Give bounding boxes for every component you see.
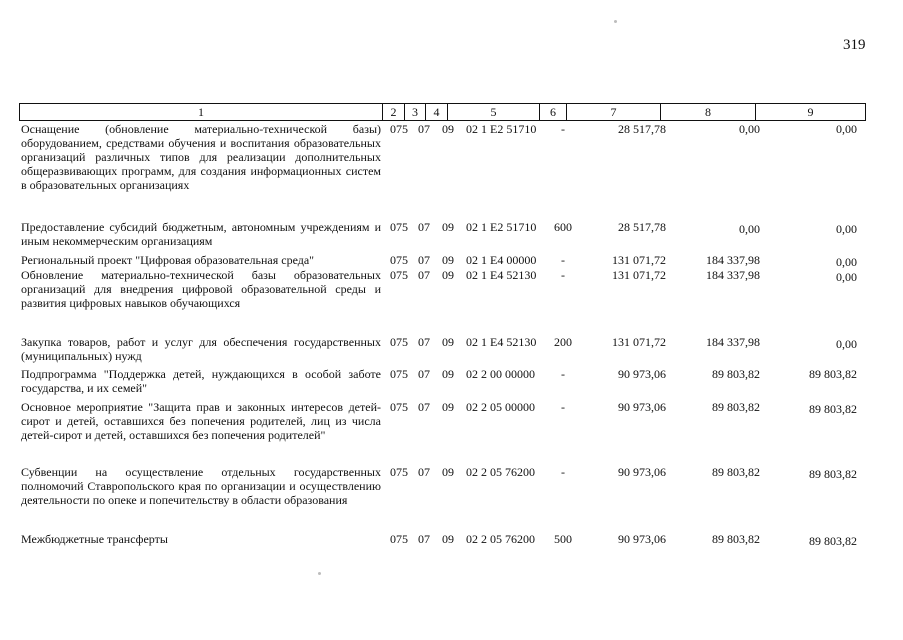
cell-expense-type: 200 (554, 335, 572, 349)
cell-subsection: 09 (442, 367, 454, 381)
cell-target-article: 02 2 05 00000 (466, 400, 535, 414)
cell-target-article: 02 1 E2 51710 (466, 220, 537, 234)
header-row (20, 104, 866, 121)
row-description: Межбюджетные трансферты (21, 532, 168, 546)
header-col-6: 6 (540, 104, 567, 121)
cell-amount-year2: 89 803,82 (712, 400, 760, 414)
scan-speck (318, 572, 321, 575)
cell-amount-year3: 0,00 (836, 222, 857, 236)
cell-amount-year3: 0,00 (836, 270, 857, 284)
cell-amount-year1: 90 973,06 (618, 400, 666, 414)
cell-amount-year1: 90 973,06 (618, 465, 666, 479)
cell-amount-year1: 90 973,06 (618, 532, 666, 546)
cell-admin-code: 075 (390, 400, 408, 414)
cell-admin-code: 075 (390, 253, 408, 267)
header-col-3: 3 (405, 104, 426, 121)
cell-expense-type: 600 (554, 220, 572, 234)
cell-section: 07 (418, 220, 430, 234)
header-col-5: 5 (448, 104, 540, 121)
cell-amount-year2: 0,00 (739, 222, 760, 236)
header-col-1: 1 (20, 104, 383, 121)
cell-amount-year1: 131 071,72 (612, 268, 666, 282)
cell-subsection: 09 (442, 253, 454, 267)
cell-amount-year3: 89 803,82 (809, 367, 857, 381)
header-col-4: 4 (426, 104, 448, 121)
cell-section: 07 (418, 253, 430, 267)
cell-subsection: 09 (442, 532, 454, 546)
cell-section: 07 (418, 122, 430, 136)
cell-amount-year2: 0,00 (739, 122, 760, 136)
cell-amount-year1: 28 517,78 (618, 220, 666, 234)
cell-target-article: 02 1 E2 51710 (466, 122, 537, 136)
cell-subsection: 09 (442, 465, 454, 479)
cell-amount-year3: 89 803,82 (809, 402, 857, 416)
cell-expense-type: - (561, 465, 565, 479)
row-description: Основное мероприятие "Защита прав и законных интересов детей-сирот и детей, оставшихся без попечения родителей, лиц из числа детей-сирот и детей, оставшихся без попечения родителей" (21, 400, 381, 442)
cell-target-article: 02 2 00 00000 (466, 367, 535, 381)
header-col-9: 9 (756, 104, 866, 121)
cell-admin-code: 075 (390, 122, 408, 136)
cell-target-article: 02 1 E4 52130 (466, 335, 537, 349)
cell-target-article: 02 1 E4 00000 (466, 253, 537, 267)
cell-amount-year2: 184 337,98 (706, 268, 760, 282)
cell-section: 07 (418, 268, 430, 282)
cell-section: 07 (418, 465, 430, 479)
cell-amount-year3: 89 803,82 (809, 467, 857, 481)
cell-expense-type: - (561, 122, 565, 136)
row-description: Обновление материально-технической базы образовательных организаций для внедрения цифровой образовательной среды и развития цифровых навыков обучающихся (21, 268, 381, 310)
row-description: Подпрограмма "Поддержка детей, нуждающихся в особой заботе государства, и их семей" (21, 367, 381, 395)
row-description: Субвенции на осуществление отдельных государственных полномочий Ставропольского края по организации и осуществлению деятельности по опеке и попечительству в области образования (21, 465, 381, 507)
cell-admin-code: 075 (390, 268, 408, 282)
cell-section: 07 (418, 400, 430, 414)
row-description: Оснащение (обновление материально-технической базы) оборудованием, средствами обучения и воспитания образовательных организаций различных типов для реализации дополнительных общеразвивающих программ, для создания информационных систем в образовательных организациях (21, 122, 381, 192)
cell-amount-year3: 89 803,82 (809, 534, 857, 548)
cell-expense-type: - (561, 268, 565, 282)
cell-section: 07 (418, 335, 430, 349)
cell-admin-code: 075 (390, 367, 408, 381)
cell-admin-code: 075 (390, 465, 408, 479)
cell-section: 07 (418, 532, 430, 546)
cell-amount-year2: 184 337,98 (706, 253, 760, 267)
cell-amount-year2: 89 803,82 (712, 367, 760, 381)
row-description: Региональный проект "Цифровая образовательная среда" (21, 253, 315, 267)
cell-amount-year2: 184 337,98 (706, 335, 760, 349)
cell-amount-year2: 89 803,82 (712, 465, 760, 479)
cell-subsection: 09 (442, 220, 454, 234)
cell-target-article: 02 2 05 76200 (466, 532, 535, 546)
cell-amount-year2: 89 803,82 (712, 532, 760, 546)
cell-expense-type: - (561, 400, 565, 414)
cell-admin-code: 075 (390, 335, 408, 349)
cell-amount-year3: 0,00 (836, 122, 857, 136)
cell-section: 07 (418, 367, 430, 381)
cell-expense-type: 500 (554, 532, 572, 546)
cell-amount-year1: 131 071,72 (612, 253, 666, 267)
cell-admin-code: 075 (390, 532, 408, 546)
cell-subsection: 09 (442, 335, 454, 349)
header-col-8: 8 (661, 104, 756, 121)
cell-target-article: 02 2 05 76200 (466, 465, 535, 479)
cell-expense-type: - (561, 253, 565, 267)
cell-amount-year3: 0,00 (836, 337, 857, 351)
page-number: 319 (843, 37, 866, 53)
scan-speck (614, 20, 617, 23)
cell-amount-year1: 131 071,72 (612, 335, 666, 349)
cell-expense-type: - (561, 367, 565, 381)
header-col-2: 2 (383, 104, 405, 121)
cell-amount-year3: 0,00 (836, 255, 857, 269)
row-description: Предоставление субсидий бюджетным, автономным учреждениям и иным некоммерческим организациям (21, 220, 381, 248)
cell-subsection: 09 (442, 122, 454, 136)
cell-amount-year1: 28 517,78 (618, 122, 666, 136)
cell-subsection: 09 (442, 268, 454, 282)
cell-admin-code: 075 (390, 220, 408, 234)
cell-target-article: 02 1 E4 52130 (466, 268, 537, 282)
row-description: Закупка товаров, работ и услуг для обеспечения государственных (муниципальных) нужд (21, 335, 381, 363)
cell-subsection: 09 (442, 400, 454, 414)
column-header-table (19, 103, 866, 121)
header-col-7: 7 (567, 104, 661, 121)
cell-amount-year1: 90 973,06 (618, 367, 666, 381)
